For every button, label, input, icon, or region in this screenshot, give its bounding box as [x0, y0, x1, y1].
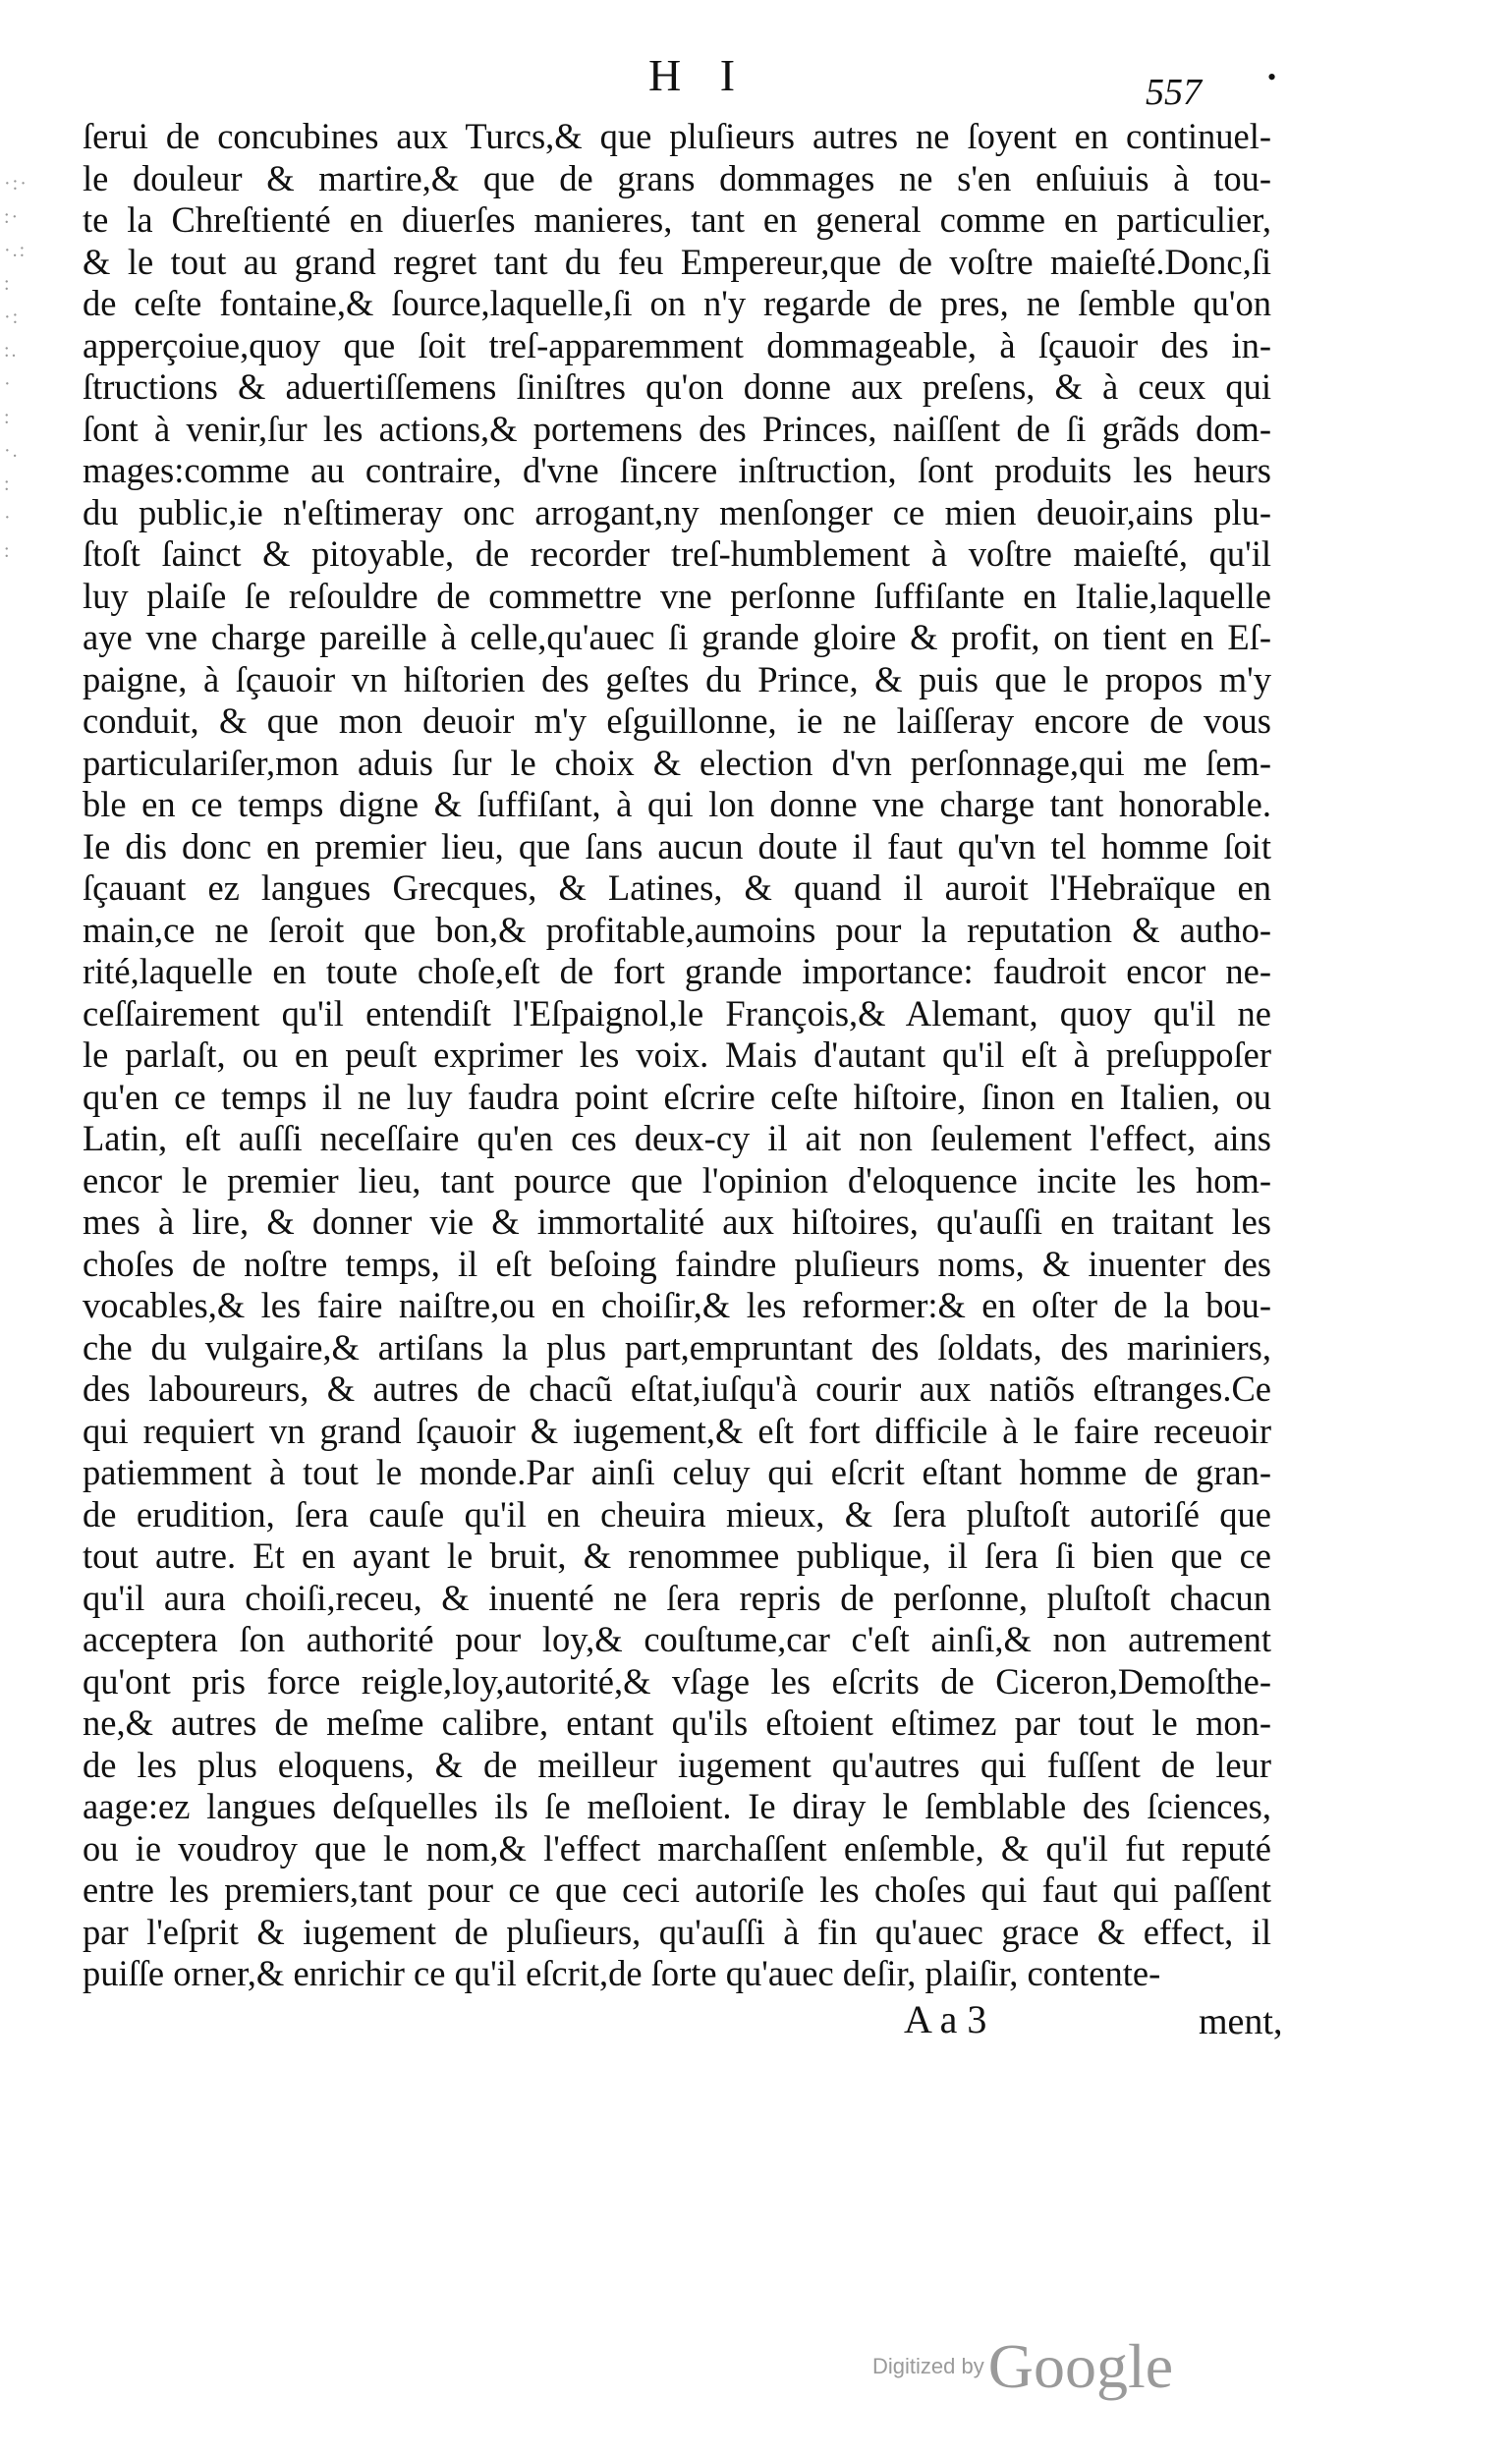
text-line: du public,ie n'eſtimeray onc arrogant,ny menſonger ce mien deuoir,ains plu-: [83, 491, 1271, 532]
text-line: aage:ez langues deſquelles ils ſe meſloient. Ie diray le ſemblable des ſciences,: [83, 1786, 1271, 1826]
text-line: Latin, eſt auſſi neceſſaire qu'en ces deux-cy il ait non ſeulement l'effect, ains: [83, 1118, 1271, 1158]
bleed-mark: ·:: [4, 307, 21, 328]
page-number: 557: [1146, 72, 1202, 113]
text-line: ſtoſt ſainct & pitoyable, de recorder treſ-humblement à voſtre maieſté, qu'il: [83, 533, 1271, 574]
text-line: te la Chreſtienté en diuerſes manieres, tant en general comme en particulier,: [83, 199, 1271, 240]
text-line: mages:comme au contraire, d'vne ſincere inſtruction, ſont produits les heurs: [83, 450, 1271, 490]
text-line: de erudition, ſera cauſe qu'il en cheuira mieux, & ſera pluſtoſt autoriſé que: [83, 1493, 1271, 1535]
text-line: acceptera ſon authorité pour loy,& couſtume,car c'eſt ainſi,& non autrement: [83, 1619, 1271, 1659]
catchword: ment,: [1199, 2001, 1283, 2042]
text-line: ſtructions & aduertiſſemens ſiniſtres qu'on donne aux preſens, & à ceux qui: [83, 366, 1271, 407]
signature-mark: A a 3: [904, 1997, 987, 2041]
text-line: le parlaſt, ou en peuſt exprimer les voix. Mais d'autant qu'il eſt à preſuppoſer: [83, 1034, 1271, 1075]
text-line: par l'eſprit & iugement de pluſieurs, qu'auſſi à fin qu'auec grace & effect, il: [83, 1911, 1271, 1952]
bleed-mark: ·.:: [4, 240, 28, 261]
text-line: de les plus eloquens, & de meilleur iugement qu'autres qui fuſſent de leur: [83, 1744, 1271, 1785]
bleed-mark: :: [4, 474, 12, 495]
text-line: Ie dis donc en premier lieu, que ſans aucun doute il faut qu'vn tel homme ſoit: [83, 825, 1271, 866]
running-head: H I: [648, 50, 750, 100]
text-line: entre les premiers,tant pour ce que ceci autoriſe les choſes qui faut qui paſſent: [83, 1870, 1271, 1910]
text-line: main,ce ne ſeroit que bon,& profitable,aumoins pour la reputation & autho-: [83, 909, 1271, 950]
margin-bleed-marks: [4, 167, 43, 717]
text-line: ble en ce temps digne & ſuffiſant, à qui lon donne vne charge tant honorable.: [83, 784, 1271, 824]
digitized-watermark: [872, 2330, 1173, 2403]
text-line: ne,& autres de meſme calibre, entant qu'ils eſtoient eſtimez par tout le mon-: [83, 1702, 1271, 1743]
body-text: [83, 116, 1271, 1995]
text-line: ceſſairement qu'il entendiſt l'Eſpaignol,le François,& Alemant, quoy qu'il ne: [83, 992, 1271, 1033]
bleed-mark: :: [4, 273, 12, 295]
bleed-mark: :: [4, 540, 12, 562]
text-line: ou ie voudroy que le nom,& l'effect marchaſſent enſemble, & qu'il fut reputé: [83, 1827, 1271, 1869]
bleed-mark: ·: [4, 373, 13, 395]
text-line: che du vulgaire,& artiſans la plus part,empruntant des ſoldats, des mariniers,: [83, 1326, 1271, 1368]
text-line: qu'en ce temps il ne luy faudra point eſcrire ceſte hiſtoire, ſinon en Italien, ou: [83, 1076, 1271, 1117]
text-line: rité,laquelle en toute choſe,eſt de fort grande importance: faudroit encor ne-: [83, 951, 1271, 991]
text-line: puiſſe orner,& enrichir ce qu'il eſcrit,de ſorte qu'auec deſir, plaiſir, contente-: [83, 1953, 1161, 1993]
text-line: particulariſer,mon aduis ſur le choix & election d'vn perſonnage,qui me ſem-: [83, 742, 1271, 783]
text-line: choſes de noſtre temps, il eſt beſoing faindre pluſieurs noms, & inuenter des: [83, 1243, 1271, 1284]
text-line: ſont à venir,ſur les actions,& portemens des Princes, naiſſent de ſi grãds dom-: [83, 408, 1271, 449]
text-line: vocables,& les faire naiſtre,ou en choiſir,& les reformer:& en oſter de la bou-: [83, 1285, 1271, 1325]
text-line: tout autre. Et en ayant le bruit, & renommee publique, il ſera ſi bien que ce: [83, 1535, 1271, 1576]
text-line: qu'ont pris force reigle,loy,autorité,& vſage les eſcrits de Ciceron,Demoſthe-: [83, 1660, 1271, 1702]
text-line: mes à lire, & donner vie & immortalité aux hiſtoires, qu'auſſi en traitant les: [83, 1201, 1271, 1242]
text-line: le douleur & martire,& que de grans dommages ne s'en enſuiuis à tou-: [83, 157, 1271, 198]
text-line: ſçauant ez langues Grecques, & Latines, & quand il auroit l'Hebraïque en: [83, 867, 1271, 908]
corner-mark: •: [1267, 63, 1277, 91]
text-line: patiemment à tout le monde.Par ainſi celuy qui eſcrit eſtant homme de gran-: [83, 1452, 1271, 1492]
text-line: paigne, à ſçauoir vn hiſtorien des geſtes du Prince, & puis que le propos m'y: [83, 658, 1271, 699]
bleed-mark: ·.: [4, 440, 20, 462]
bleed-mark: :·: [4, 206, 21, 228]
text-line: aye vne charge pareille à celle,qu'auec ſi grande gloire & profit, on tient en Eſ-: [83, 617, 1271, 657]
text-line: encor le premier lieu, tant pource que l'opinion d'eloquence incite les hom-: [83, 1159, 1271, 1200]
watermark-logo: Google: [987, 2331, 1174, 2401]
text-line: luy plaiſe ſe reſouldre de commettre vne perſonne ſuffiſante en Italie,laquelle: [83, 575, 1271, 616]
page-footer: [904, 1996, 1283, 2045]
text-line: qui requiert vn grand ſçauoir & iugement,& eſt fort difficile à le faire receuoir: [83, 1410, 1271, 1451]
text-line: de ceſte fontaine,& ſource,laquelle,ſi on n'y regarde de pres, ne ſemble qu'on: [83, 283, 1271, 323]
text-line: & le tout au grand regret tant du feu Empereur,que de voſtre maieſté.Donc,ſi: [83, 241, 1271, 282]
text-line: ſerui de concubines aux Turcs,& que pluſieurs autres ne ſoyent en continuel-: [83, 116, 1271, 156]
bleed-mark: :.: [4, 340, 19, 362]
bleed-mark: ·: [4, 507, 13, 529]
bleed-mark: ·:·: [4, 173, 28, 195]
watermark-prefix: Digitized by: [872, 2354, 984, 2378]
text-line: qu'il aura choiſi,receu, & inuenté ne ſera repris de perſonne, pluſtoſt chacun: [83, 1577, 1271, 1618]
text-line: apperçoiue,quoy que ſoit treſ-apparemment dommageable, à ſçauoir des in-: [83, 324, 1271, 365]
bleed-mark: :: [4, 407, 12, 428]
text-line: des laboureurs, & autres de chacũ eſtat,iuſqu'à courir aux natiõs eſtranges.Ce: [83, 1368, 1271, 1409]
text-line: conduit, & que mon deuoir m'y eſguillonne, ie ne laiſſeray encore de vous: [83, 700, 1271, 741]
